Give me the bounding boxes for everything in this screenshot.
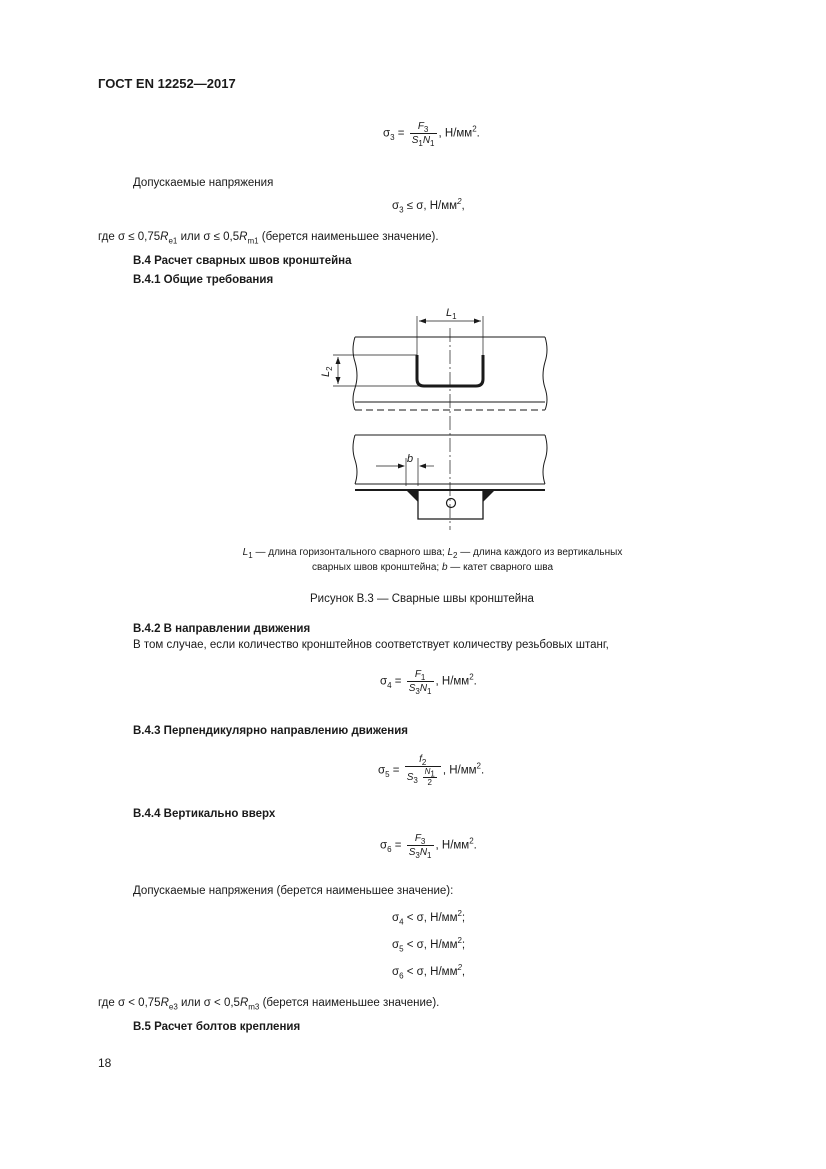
inequality-sigma6: $\sigma_6 < \sigma$, $Н/мм^2$,	[392, 963, 466, 981]
bracket	[418, 490, 483, 519]
section-heading-b42: В.4.2 В направлении движения	[133, 623, 311, 635]
weld-fillet-right	[483, 490, 495, 502]
equation-sigma6: $\sigma_6$ = $\frac{F_3}{S_3N_1}$ , $Н/мм^2$.	[380, 833, 477, 860]
label-L2: $L_2$	[320, 366, 334, 377]
bracket-weld-figure	[300, 300, 560, 530]
lower-beam-left-break	[353, 435, 357, 484]
inequality-sigma4: $\sigma_4 < \sigma$, $Н/мм^2$;	[392, 909, 466, 927]
weld-fillet-left	[406, 490, 418, 502]
fraction: $f_2$ $S_3$ $\frac{N_1}{2}$	[405, 753, 441, 788]
fraction: $\frac{F_3}{S_1N_1}$	[411, 121, 435, 148]
equation-sigma5: $\sigma_5$ = $f_2$ $S_3$ $\frac{N_1}{2}$ , $Н/мм^2$.	[378, 754, 485, 787]
inequality-sigma5: $\sigma_5 < \sigma$, $Н/мм^2$;	[392, 936, 466, 954]
section-heading-b5: В.5 Расчет болтов крепления	[133, 1021, 301, 1033]
label-b: b	[407, 453, 414, 465]
paragraph-b42: В том случае, если количество кронштейнов соответствует количеству резьбовых штанг,	[133, 639, 609, 651]
bolt-hole	[447, 499, 456, 508]
allowable-stress-text: Допускаемые напряжения	[133, 177, 274, 189]
section-heading-b44: В.4.4 Вертикально вверх	[133, 808, 276, 820]
where-clause-2: где $\sigma < 0,75R_{e3}$ или $\sigma < 0,5R_{m3}$ (берется наименьшее значение).	[98, 997, 440, 1012]
fraction: $\frac{F_1}{S_3N_1}$	[408, 669, 432, 696]
upper-beam-left-break	[353, 337, 357, 410]
lower-beam-right-break	[543, 435, 547, 484]
inequality-sigma3: $\sigma_3 \le \sigma$, $Н/мм^2$,	[392, 197, 465, 215]
equation-sigma3: $\sigma_3$ = $\frac{F_3}{S_1N_1}$ , $Н/мм^2$.	[383, 121, 480, 148]
figure-legend: $L_1$ — длина горизонтального сварного шва; $L_2$ — длина каждого из вертикальных сварных швов кронштейна; b — катет сварного шва	[242, 547, 623, 573]
page-number: 18	[98, 1056, 112, 1070]
section-heading-b43: В.4.3 Перпендикулярно направлению движения	[133, 725, 409, 737]
where-clause-1: где $\sigma \le 0,75R_{e1}$ или $\sigma \le 0,5R_{m1}$ (берется наименьшее значение).	[98, 231, 439, 246]
fraction: $\frac{F_3}{S_3N_1}$	[408, 833, 432, 860]
document-title: ГОСТ EN 12252—2017	[98, 76, 236, 91]
figure-caption: Рисунок В.3 — Сварные швы кронштейна	[310, 593, 534, 605]
inner-fraction: $\frac{N_1}{2}$	[424, 767, 435, 787]
section-heading-b41: В.4.1 Общие требования	[133, 274, 274, 286]
equation-sigma4: $\sigma_4$ = $\frac{F_1}{S_3N_1}$ , $Н/мм^2$.	[380, 669, 477, 696]
label-L1: $L_1$	[446, 307, 457, 321]
upper-beam-right-break	[543, 337, 547, 410]
allowable-stress-text-2: Допускаемые напряжения (берется наименьшее значение):	[133, 885, 454, 897]
section-heading-b4: В.4 Расчет сварных швов кронштейна	[133, 255, 352, 267]
